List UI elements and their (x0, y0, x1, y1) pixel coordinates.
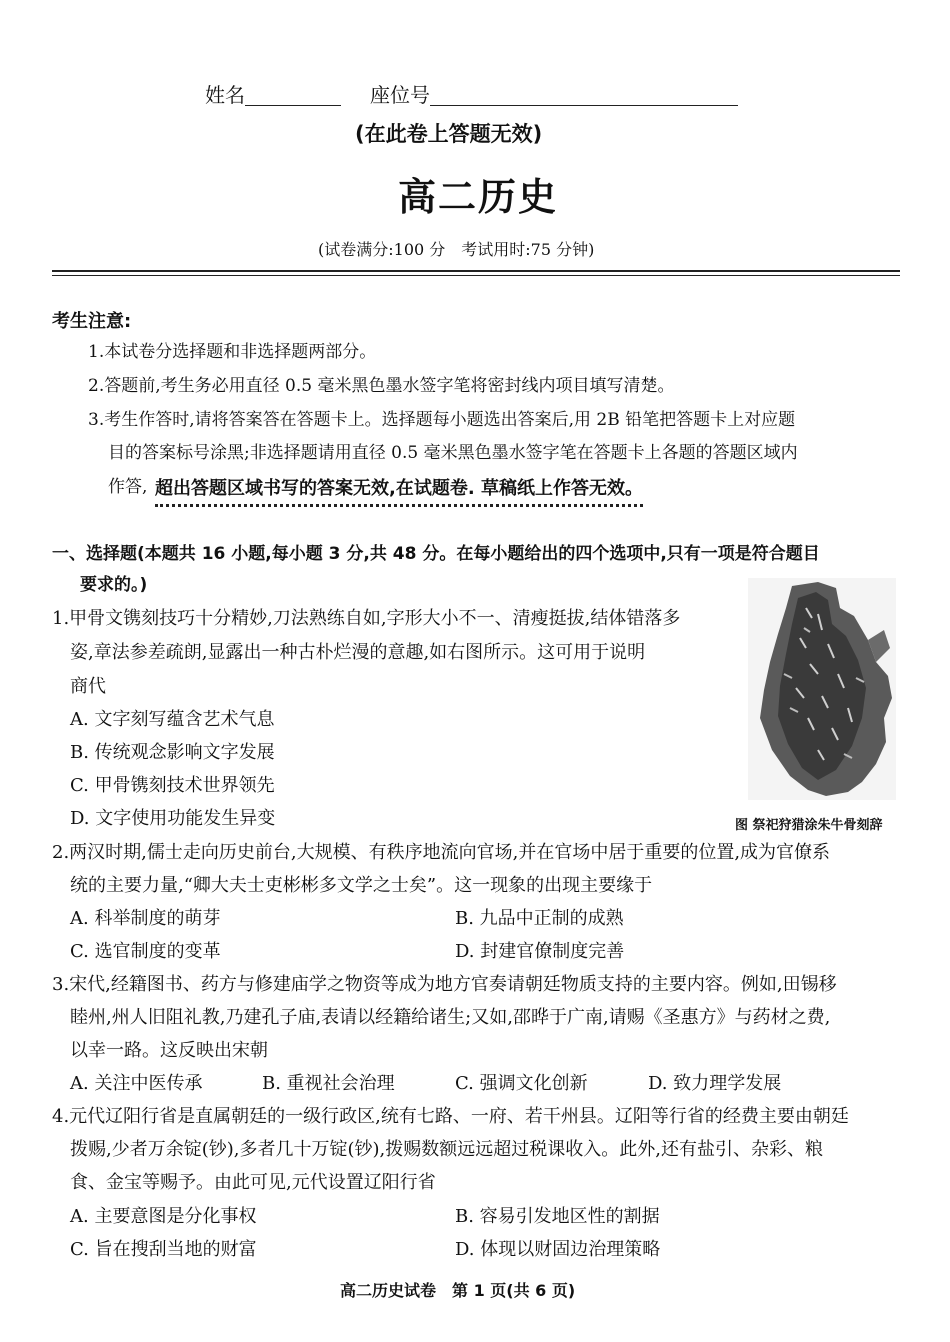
exam-meta: (试卷满分:100 分 考试用时:75 分钟) (318, 240, 595, 259)
figure-caption: 图 祭祀狩猎涂朱牛骨刻辞 (735, 818, 883, 833)
q1-stem-3: 商代 (70, 676, 106, 697)
header-rule-top (52, 270, 900, 272)
q1-stem-1: 1.甲骨文镌刻技巧十分精妙,刀法熟练自如,字形大小不一、清瘦挺拔,结体错落多 (52, 608, 681, 629)
notice-heading: 考生注意: (52, 311, 132, 332)
section-heading-cont: 要求的。) (80, 575, 148, 595)
section-heading: 一、选择题(本题共 16 小题,每小题 3 分,共 48 分。在每小题给出的四个选项中,只有一项是符合题目 (52, 544, 820, 564)
q4-stem-1: 4.元代辽阳行省是直属朝廷的一级行政区,统有七路、一府、若干州县。辽阳等行省的经费主要由朝廷 (52, 1106, 849, 1127)
q2-option-c[interactable]: C. 选官制度的变革 (70, 941, 221, 962)
q3-option-d[interactable]: D. 致力理学发展 (648, 1073, 782, 1094)
page-footer: 高二历史试卷 第 1 页(共 6 页) (340, 1281, 576, 1300)
q1-option-d[interactable]: D. 文字使用功能发生异变 (70, 808, 276, 829)
q2-option-b[interactable]: B. 九品中正制的成熟 (455, 908, 624, 929)
notice-emphasis: 超出答题区域书写的答案无效,在试题卷. 草稿纸上作答无效。 (155, 474, 643, 507)
q1-option-a[interactable]: A. 文字刻写蕴含艺术气息 (70, 709, 275, 730)
q3-option-c[interactable]: C. 强调文化创新 (455, 1073, 588, 1094)
notice-item-3-end: 作答, (108, 477, 148, 497)
q4-option-b[interactable]: B. 容易引发地区性的割据 (455, 1206, 660, 1227)
q1-option-b[interactable]: B. 传统观念影响文字发展 (70, 742, 275, 763)
name-blank[interactable] (245, 87, 341, 106)
notice-item-3-cont: 目的答案标号涂黑;非选择题请用直径 0.5 毫米黑色墨水签字笔在答题卡上各题的答题区域内 (108, 443, 798, 463)
invalid-note: (在此卷上答题无效) (355, 122, 543, 146)
q4-option-d[interactable]: D. 体现以财固边治理策略 (455, 1239, 661, 1260)
name-field (205, 84, 341, 106)
q3-stem-1: 3.宋代,经籍图书、药方与修建庙学之物资等成为地方官奏请朝廷物质支持的主要内容。例如,田锡移 (52, 974, 837, 995)
q2-option-a[interactable]: A. 科举制度的萌芽 (70, 908, 221, 929)
seat-field (370, 84, 738, 106)
q3-stem-2: 睦州,州人旧阻礼教,乃建孔子庙,表请以经籍给诸生;又如,邵晔于广南,请赐《圣惠方》与药材之费, (70, 1007, 831, 1028)
q4-stem-2: 拨赐,少者万余锭(钞),多者几十万锭(钞),拨赐数额远远超过税课收入。此外,还有盐引、杂彩、粮 (70, 1139, 823, 1160)
oracle-bone-image (748, 578, 896, 800)
q2-option-d[interactable]: D. 封建官僚制度完善 (455, 941, 625, 962)
q2-stem-2: 统的主要力量,“卿大夫士吏彬彬多文学之士矣”。这一现象的出现主要缘于 (70, 875, 653, 896)
notice-item-2: 2.答题前,考生务必用直径 0.5 毫米黑色墨水签字笔将密封线内项目填写清楚。 (88, 376, 675, 396)
q4-option-c[interactable]: C. 旨在搜刮当地的财富 (70, 1239, 257, 1260)
q1-stem-2: 姿,章法参差疏朗,显露出一种古朴烂漫的意趣,如右图所示。这可用于说明 (70, 642, 646, 663)
notice-item-1: 1.本试卷分选择题和非选择题两部分。 (88, 342, 377, 362)
seat-blank[interactable] (430, 87, 738, 106)
q3-stem-3: 以幸一路。这反映出宋朝 (70, 1040, 268, 1061)
name-label: 姓名 (205, 83, 245, 107)
q4-stem-3: 食、金宝等赐予。由此可见,元代设置辽阳行省 (70, 1172, 436, 1193)
q1-option-c[interactable]: C. 甲骨镌刻技术世界领先 (70, 775, 275, 796)
q2-stem-1: 2.两汉时期,儒士走向历史前台,大规模、有秩序地流向官场,并在官场中居于重要的位置,成为官僚系 (52, 842, 831, 863)
seat-label: 座位号 (370, 83, 430, 107)
page-title: 高二历史 (398, 175, 559, 219)
q4-option-a[interactable]: A. 主要意图是分化事权 (70, 1206, 257, 1227)
notice-item-3: 3.考生作答时,请将答案答在答题卡上。选择题每小题选出答案后,用 2B 铅笔把答题卡上对应题 (88, 410, 796, 430)
header-rule-bottom (52, 275, 900, 276)
q3-option-b[interactable]: B. 重视社会治理 (262, 1073, 395, 1094)
q3-option-a[interactable]: A. 关注中医传承 (70, 1073, 203, 1094)
